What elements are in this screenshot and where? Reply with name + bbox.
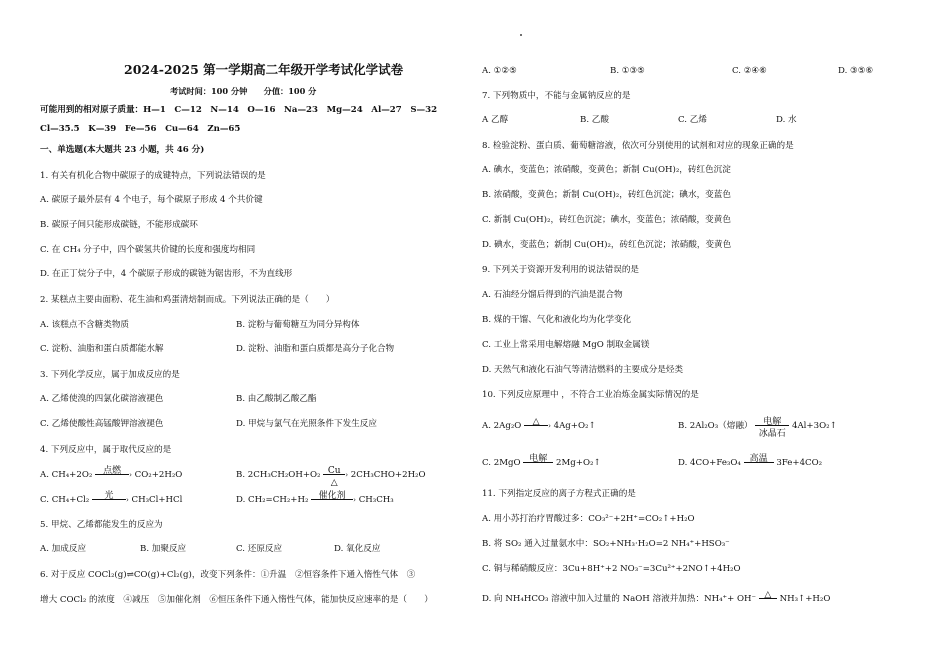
- q4-option-b: B. 2CH₃CH₂OH+O₂ Cu △ › 2CH₃CHO+2H₂O: [236, 466, 426, 488]
- q4a-products: CO₂+2H₂O: [134, 470, 183, 480]
- question-6-line1: 6. 对于反应 COCl₂(g)⇌CO(g)+Cl₂(g)，改变下列条件：①升温 ②恒容条件下通入惰性气体 ③: [40, 570, 416, 580]
- question-8: 8. 检验淀粉、蛋白质、葡萄糖溶液，依次可分别使用的试剂和对应的现象正确的是: [482, 141, 794, 151]
- question-3: 3. 下列化学反应，属于加成反应的是: [40, 370, 180, 380]
- q10a-heat: △: [532, 417, 540, 427]
- question-6-line2: 增大 COCl₂ 的浓度 ④减压 ⑤加催化剂 ⑥恒压条件下通入惰性气体，能加快反应速率的是（ ）: [40, 595, 433, 605]
- q7-option-d: D. 水: [776, 115, 797, 125]
- q10a-products: 4Ag+O₂↑: [553, 421, 596, 431]
- atomic-masses-1: 可能用到的相对原子质量：H—1 C—12 N—14 O—16 Na—23 Mg—24 Al—27 S—32: [40, 105, 438, 115]
- q10-option-d: [678, 454, 823, 469]
- q10d-products: 3Fe+4CO₂: [776, 458, 823, 468]
- question-4: 4. 下列反应中，属于取代反应的是: [40, 445, 172, 455]
- q6-option-a: A. ①②⑤: [482, 66, 517, 76]
- q1-option-c: C. 在 CH₄ 分子中，四个碳氢共价键的长度和强度均相同: [40, 245, 256, 255]
- q5-option-d: D. 氧化反应: [334, 544, 381, 554]
- q4d-reactants: D. CH₂=CH₂+H₂: [236, 495, 309, 505]
- question-11: 11. 下列指定反应的离子方程式正确的是: [482, 489, 636, 499]
- reaction-arrow-icon: [95, 466, 129, 476]
- q11-option-a: A. 用小苏打治疗胃酸过多：CO₃²⁻+2H⁺=CO₂↑+H₂O: [482, 514, 695, 524]
- q5-option-c: C. 还原反应: [236, 544, 283, 554]
- question-1: 1. 有关有机化合物中碳原子的成键特点，下列说法错误的是: [40, 171, 266, 181]
- q4b-heat: △: [330, 478, 338, 488]
- q4-option-c: C. CH₄+Cl₂ 光 › CH₃Cl+HCl: [40, 491, 183, 505]
- reaction-arrow-icon: [755, 417, 789, 439]
- q10a-reactants: A. 2Ag₂O: [482, 421, 522, 431]
- q11-option-c: C. 铜与稀硝酸反应：3Cu+8H⁺+2 NO₃⁻=3Cu²⁺+2NO↑+4H₂O: [482, 564, 741, 574]
- reaction-arrow-icon: [311, 491, 353, 501]
- atomic-masses-2: Cl—35.5 K—39 Fe—56 Cu—64 Zn—65: [40, 124, 241, 134]
- q3-option-a: A. 乙烯使溴的四氯化碳溶液褪色: [40, 394, 164, 404]
- q4c-products: CH₃Cl+HCl: [131, 495, 183, 505]
- q2-option-d: D. 淀粉、油脂和蛋白质都是高分子化合物: [236, 344, 395, 354]
- q4-option-d: D. CH₂=CH₂+H₂ 催化剂 › CH₃CH₃: [236, 491, 394, 505]
- q8-option-a: A. 碘水，变蓝色；浓硝酸，变黄色；新制 Cu(OH)₂，砖红色沉淀: [482, 165, 731, 175]
- q7-option-a: A 乙醇: [482, 115, 509, 125]
- q10b-cryolite: 冰晶石: [758, 429, 786, 439]
- q3-option-c: C. 乙烯使酸性高锰酸钾溶液褪色: [40, 419, 164, 429]
- q1-option-a: A. 碳原子最外层有 4 个电子，每个碳原子形成 4 个共价键: [40, 195, 263, 205]
- q10c-reactants: C. 2MgO: [482, 458, 521, 468]
- q4a-reactants: A. CH₄+2O₂: [40, 470, 93, 480]
- q9-option-a: A. 石油经分馏后得到的汽油是混合物: [482, 290, 623, 300]
- q4b-catalyst: Cu: [327, 466, 341, 476]
- scan-speck: [520, 34, 522, 36]
- question-2: 2. 某糕点主要由面粉、花生油和鸡蛋清焙制而成。下列说法正确的是（ ）: [40, 295, 335, 305]
- q4d-products: CH₃CH₃: [358, 495, 394, 505]
- q10d-reactants: D. 4CO+Fe₃O₄: [678, 458, 741, 468]
- exam-title: 2024-2025 第一学期高二年级开学考试化学试卷: [124, 62, 404, 77]
- q9-option-d: D. 天然气和液化石油气等清洁燃料的主要成分是烃类: [482, 365, 684, 375]
- q11-option-d: [482, 590, 831, 605]
- question-7: 7. 下列物质中，不能与金属钠反应的是: [482, 91, 631, 101]
- q4-option-a: A. CH₄+2O₂ 点燃 › CO₂+2H₂O: [40, 466, 183, 480]
- q4d-condition: 催化剂: [318, 491, 346, 501]
- q10c-products: 2Mg+O₂↑: [556, 458, 601, 468]
- reaction-arrow-icon: [323, 466, 345, 488]
- q10c-electrolysis: 电解: [529, 454, 548, 464]
- q10-option-c: [482, 454, 601, 469]
- q2-option-c: C. 淀粉、油脂和蛋白质都能水解: [40, 344, 164, 354]
- reaction-arrow-icon: [523, 454, 553, 464]
- q2-option-b: B. 淀粉与葡萄糖互为同分异构体: [236, 320, 360, 330]
- q10d-high-temp: 高温: [749, 454, 768, 464]
- q6-option-d: D. ③⑤⑥: [838, 66, 874, 76]
- q10-option-b: [678, 417, 837, 439]
- q7-option-c: C. 乙烯: [678, 115, 707, 125]
- section-heading: 一、单选题(本大题共 23 小题，共 46 分): [40, 145, 205, 155]
- reaction-arrow-icon: [759, 590, 777, 600]
- reaction-arrow-icon: [524, 417, 548, 427]
- q11-option-b: B. 将 SO₂ 通入过量氨水中：SO₂+NH₃·H₂O=2 NH₄⁺+HSO₃⁻: [482, 539, 730, 549]
- q4c-condition: 光: [104, 491, 114, 501]
- q4a-condition: 点燃: [103, 466, 122, 476]
- q5-option-a: A. 加成反应: [40, 544, 87, 554]
- q6-option-b: B. ①③⑤: [610, 66, 645, 76]
- q10b-products: 4Al+3O₂↑: [791, 421, 837, 431]
- q9-option-c: C. 工业上常采用电解熔融 MgO 制取金属镁: [482, 340, 650, 350]
- q3-option-d: D. 甲烷与氯气在光照条件下发生反应: [236, 419, 377, 429]
- question-10: 10. 下列反应原理中 ，不符合工业冶炼金属实际情况的是: [482, 390, 699, 400]
- q7-option-b: B. 乙酸: [580, 115, 609, 125]
- q1-option-d: D. 在正丁烷分子中，4 个碳原子形成的碳链为锯齿形，不为直线形: [40, 269, 293, 279]
- reaction-arrow-icon: [744, 454, 774, 464]
- q6-option-c: C. ②④⑥: [732, 66, 767, 76]
- q4c-reactants: C. CH₄+Cl₂: [40, 495, 90, 505]
- q4b-reactants: B. 2CH₃CH₂OH+O₂: [236, 470, 321, 480]
- q11d-reactants: D. 向 NH₄HCO₃ 溶液中加入过量的 NaOH 溶液并加热：NH₄⁺+ OH⁻: [482, 594, 757, 604]
- q11d-heat: △: [764, 590, 772, 600]
- question-5: 5. 甲烷、乙烯都能发生的反应为: [40, 520, 163, 530]
- reaction-arrow-icon: [92, 491, 126, 501]
- q8-option-b: B. 浓硝酸，变黄色；新制 Cu(OH)₂，砖红色沉淀；碘水，变蓝色: [482, 190, 731, 200]
- q8-option-c: C. 新制 Cu(OH)₂，砖红色沉淀；碘水，变蓝色；浓硝酸，变黄色: [482, 215, 731, 225]
- q10b-reactants: B. 2Al₂O₃（熔融）: [678, 421, 753, 431]
- q5-option-b: B. 加聚反应: [140, 544, 187, 554]
- question-9: 9. 下列关于资源开发利用的说法错误的是: [482, 265, 640, 275]
- exam-time-info: 考试时间：100 分钟 分值：100 分: [170, 86, 317, 96]
- q8-option-d: D. 碘水，变蓝色；新制 Cu(OH)₂，砖红色沉淀；浓硝酸，变黄色: [482, 240, 732, 250]
- q11d-products: NH₃↑+H₂O: [779, 594, 831, 604]
- q10-option-a: A. 2Ag₂O △ › 4Ag+O₂↑: [482, 417, 596, 431]
- q10b-electrolysis: 电解: [763, 417, 782, 427]
- q1-option-b: B. 碳原子间只能形成碳链，不能形成碳环: [40, 220, 198, 230]
- q9-option-b: B. 煤的干馏、气化和液化均为化学变化: [482, 315, 632, 325]
- q2-option-a: A. 该糕点不含糖类物质: [40, 320, 130, 330]
- q4b-products: 2CH₃CHO+2H₂O: [350, 470, 426, 480]
- q3-option-b: B. 由乙酸制乙酸乙酯: [236, 394, 317, 404]
